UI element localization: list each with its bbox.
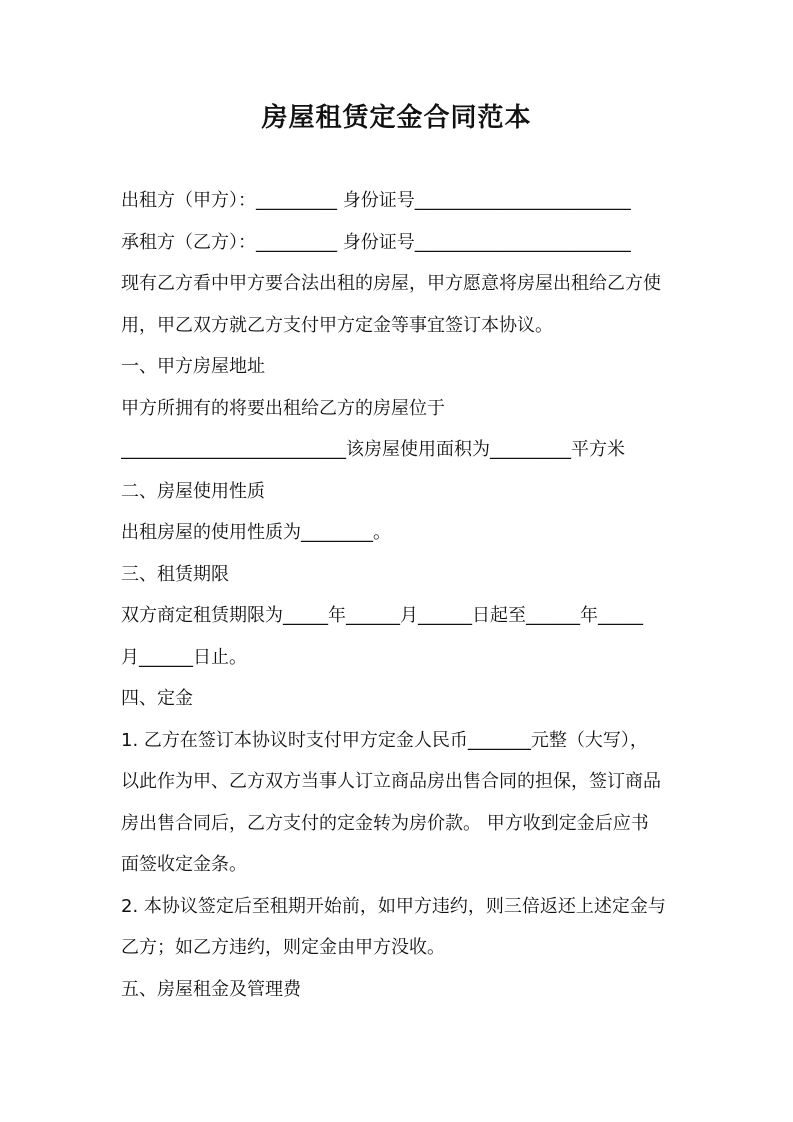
section-heading-usage: 二、房屋使用性质 (121, 480, 265, 502)
deposit-clause-1-line-3: 房出售合同后，乙方支付的定金转为房价款。 甲方收到定金后应书 (121, 812, 649, 834)
landlord-line: 出租方（甲方）：_________ 身份证号________________________ (121, 190, 631, 211)
section-heading-deposit: 四、定金 (121, 688, 193, 709)
document-body (121, 180, 681, 1010)
deposit-clause-2-line-2: 乙方；如乙方违约，则定金由甲方没收。 (121, 937, 445, 958)
term-line-1: 双方商定租赁期限为_____年______月______日起至______年_____ (121, 605, 643, 626)
document-title: 房屋租赁定金合同范本 (261, 103, 532, 133)
deposit-clause-1-line-4: 面签收定金条。 (121, 854, 247, 875)
section-heading-term: 三、租赁期限 (121, 563, 229, 585)
deposit-clause-1-line-2: 以此作为甲、乙方双方当事人订立商品房出售合同的担保，签订商品 (121, 771, 661, 792)
preamble-line-1: 现有乙方看中甲方要合法出租的房屋，甲方愿意将房屋出租给乙方使 (121, 273, 661, 294)
preamble-line-2: 用，甲乙双方就乙方支付甲方定金等事宜签订本协议。 (121, 314, 553, 336)
usage-line: 出租房屋的使用性质为________。 (121, 522, 391, 543)
section-heading-rent: 五、房屋租金及管理费 (121, 978, 301, 1000)
deposit-clause-2-line-1: 2. 本协议签定后至租期开始前，如甲方违约，则三倍返还上述定金与 (121, 895, 666, 917)
address-line-1: 甲方所拥有的将要出租给乙方的房屋位于 (121, 397, 445, 419)
address-line-2: _________________________该房屋使用面积为_________平方米 (121, 439, 625, 460)
section-heading-address: 一、甲方房屋地址 (121, 356, 265, 377)
tenant-line: 承租方（乙方）：_________ 身份证号________________________ (121, 231, 631, 253)
term-line-2: 月______日止。 (121, 646, 247, 668)
deposit-clause-1-line-1: 1. 乙方在签订本协议时支付甲方定金人民币_______元整（大写）， (121, 729, 648, 751)
